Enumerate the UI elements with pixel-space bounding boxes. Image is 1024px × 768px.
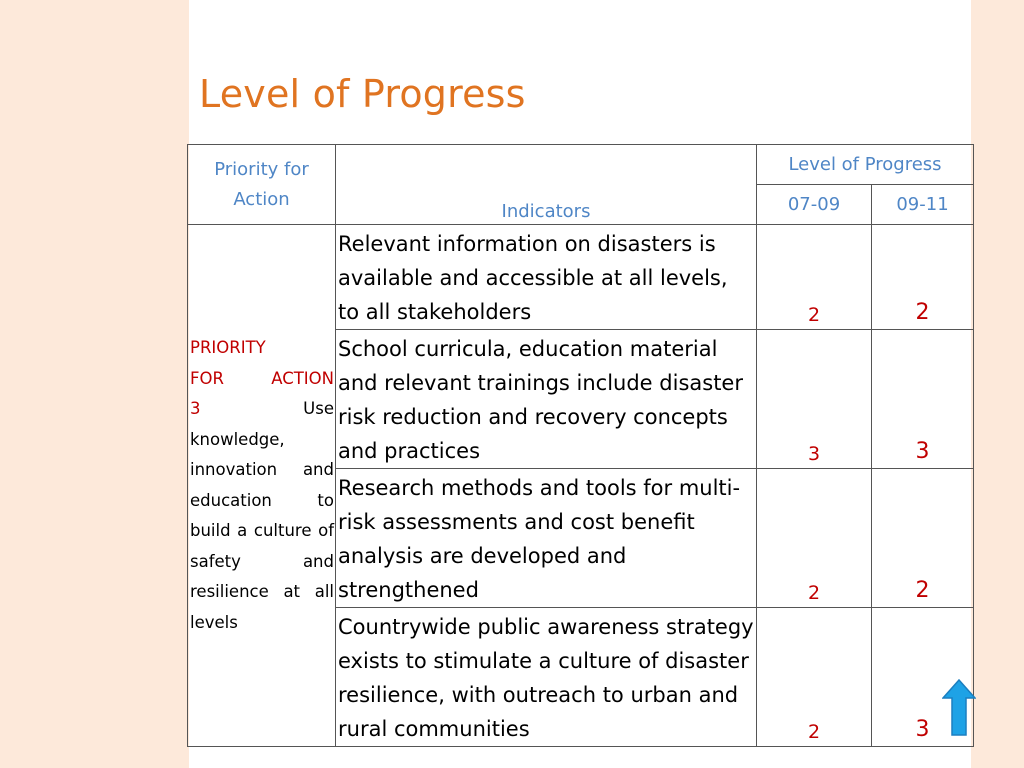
indicator-cell: Research methods and tools for multi-risk assessments and cost benefit analysis are developed and strengthened bbox=[336, 469, 757, 608]
indicator-cell: Relevant information on disasters is available and accessible at all levels, to all stakeholders bbox=[336, 225, 757, 330]
value-09-11: 3 bbox=[872, 330, 974, 469]
priority-cell bbox=[188, 225, 336, 747]
value-07-09: 2 bbox=[757, 469, 872, 608]
header-priority-for-action: Priority for Action bbox=[188, 145, 336, 225]
progress-table bbox=[187, 144, 974, 747]
priority-description: Use knowledge, innovation and education to build a culture of safety and resilience at all levels bbox=[190, 399, 334, 632]
header-year-09-11: 09-11 bbox=[872, 185, 974, 225]
indicator-cell: Countrywide public awareness strategy exists to stimulate a culture of disaster resilience, with outreach to urban and rural communities bbox=[336, 608, 757, 747]
table-row bbox=[188, 225, 974, 330]
priority-label: PRIORITY bbox=[190, 338, 266, 357]
value-07-09: 3 bbox=[757, 330, 872, 469]
priority-label-line2: FOR ACTION bbox=[190, 368, 334, 388]
header-level-of-progress: Level of Progress bbox=[757, 145, 974, 185]
header-year-07-09: 07-09 bbox=[757, 185, 872, 225]
up-arrow-icon bbox=[942, 679, 976, 737]
indicator-cell: School curricula, education material and relevant trainings include disaster risk reduction and recovery concepts and practices bbox=[336, 330, 757, 469]
priority-number: 3 bbox=[190, 399, 201, 418]
header-indicators: Indicators bbox=[336, 145, 757, 225]
value-09-11: 2 bbox=[872, 225, 974, 330]
value-09-11: 3 bbox=[872, 608, 974, 747]
value-07-09: 2 bbox=[757, 608, 872, 747]
value-07-09: 2 bbox=[757, 225, 872, 330]
page-title: Level of Progress bbox=[199, 72, 526, 116]
value-09-11: 2 bbox=[872, 469, 974, 608]
